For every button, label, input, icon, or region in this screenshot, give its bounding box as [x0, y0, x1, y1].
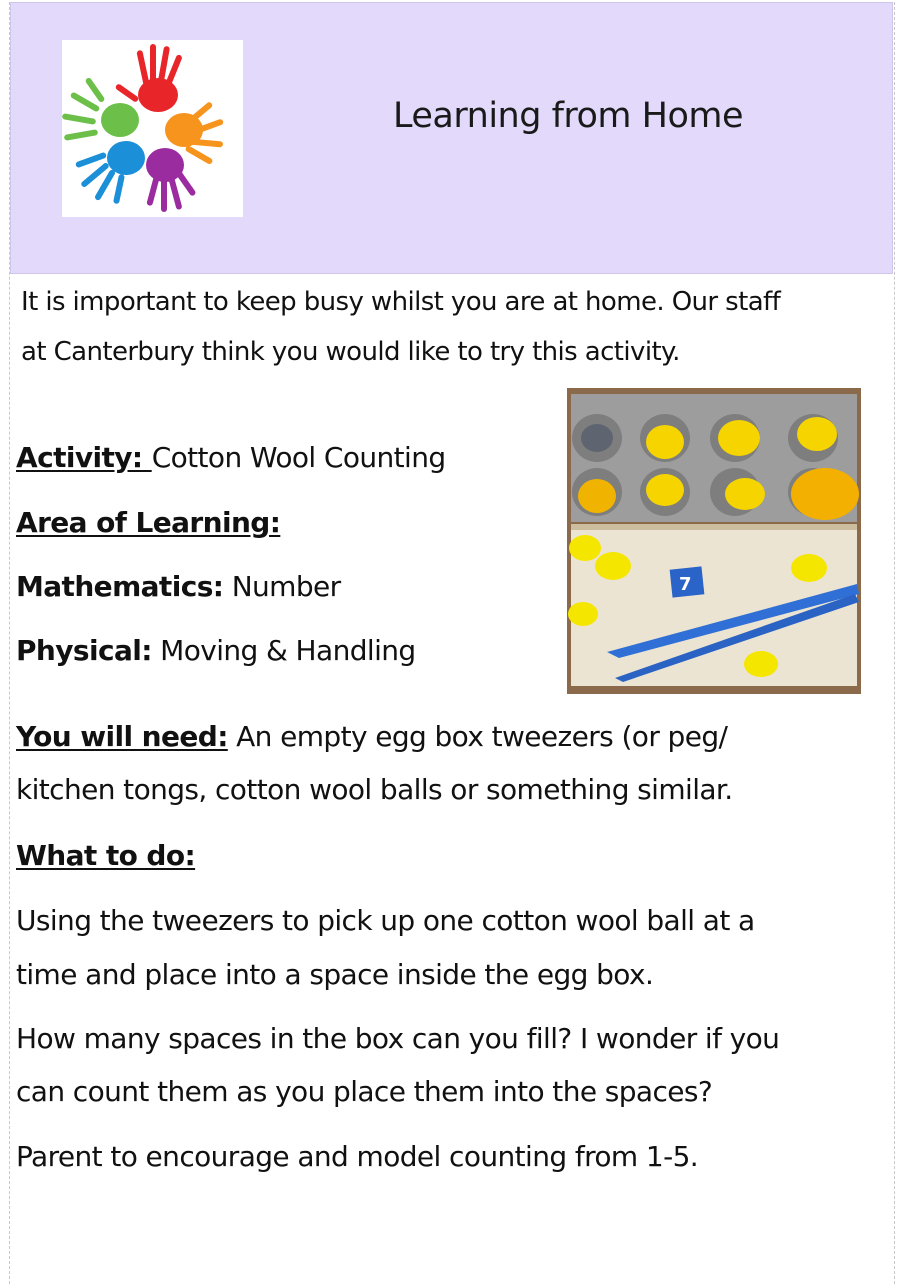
egg-box-photo	[567, 388, 861, 694]
area-of-learning-label: Area of Learning:	[16, 506, 281, 539]
instruction-line-4: can count them as you place them into the spaces?	[16, 1075, 713, 1108]
physical-row	[16, 634, 416, 667]
activity-photo	[567, 388, 861, 694]
instruction-line-5: Parent to encourage and model counting from 1-5.	[16, 1140, 699, 1173]
instruction-line-3: How many spaces in the box can you fill? I wonder if you	[16, 1022, 780, 1055]
mathematics-value: Number	[223, 570, 341, 603]
you-will-need-value-1: An empty egg box tweezers (or peg/	[227, 720, 728, 753]
page-title: Learning from Home	[393, 96, 744, 136]
number-card-label: 7	[679, 574, 692, 595]
mathematics-row	[16, 570, 341, 603]
you-will-need-line-2: kitchen tongs, cotton wool balls or something similar.	[16, 773, 733, 806]
hands-logo	[62, 40, 243, 217]
activity-label: Activity:	[16, 441, 152, 474]
you-will-need-row	[16, 720, 727, 753]
mathematics-label: Mathematics:	[16, 570, 224, 603]
physical-value: Moving & Handling	[151, 634, 416, 667]
activity-row	[16, 441, 446, 474]
what-to-do-label: What to do:	[16, 839, 196, 872]
physical-label: Physical:	[16, 634, 152, 667]
area-of-learning-row	[16, 506, 280, 539]
intro-line-1: It is important to keep busy whilst you are at home. Our staff	[21, 287, 781, 317]
you-will-need-label: You will need:	[16, 720, 228, 753]
hands-logo-icon	[62, 40, 243, 217]
what-to-do-row	[16, 839, 195, 872]
activity-value: Cotton Wool Counting	[151, 441, 446, 474]
instruction-line-1: Using the tweezers to pick up one cotton wool ball at a	[16, 904, 755, 937]
intro-line-2: at Canterbury think you would like to try this activity.	[21, 337, 680, 367]
instruction-line-2: time and place into a space inside the egg box.	[16, 958, 654, 991]
